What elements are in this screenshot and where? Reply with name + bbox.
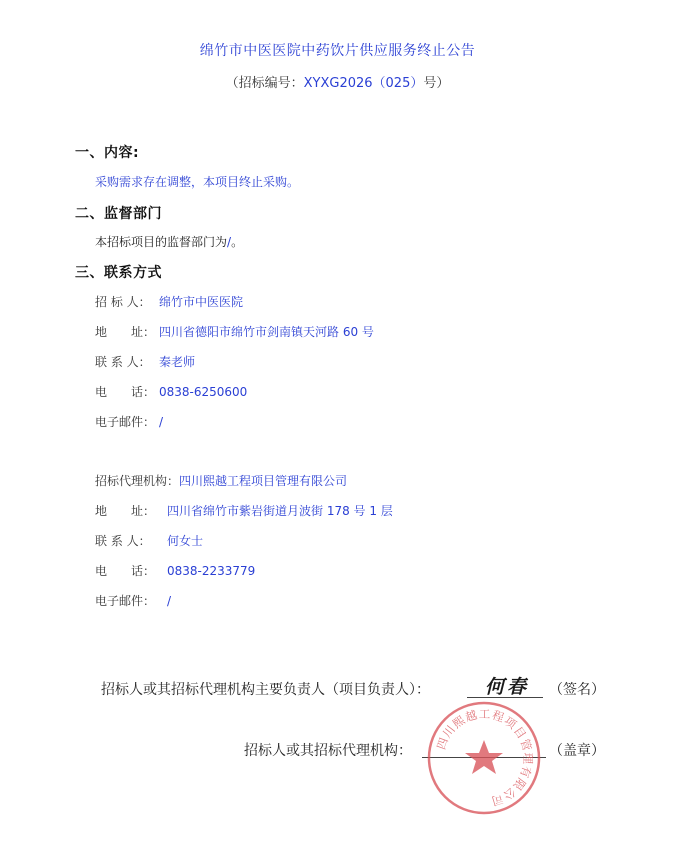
agency-email: /	[167, 594, 172, 608]
agency-name: 四川熙越工程项目管理有限公司	[179, 474, 348, 488]
tender-number-suffix: 号）	[423, 76, 450, 91]
tenderer-phone: 0838-6250600	[159, 385, 248, 399]
section-supervision-heading: 二、监督部门	[75, 206, 162, 222]
tenderer-email-row	[95, 413, 163, 430]
agency-contact: 何女士	[167, 534, 204, 548]
section-content-heading: 一、内容:	[75, 145, 140, 161]
tenderer-name-row	[95, 293, 243, 310]
tender-number-prefix: （招标编号：	[225, 76, 304, 91]
tenderer-address: 四川省德阳市绵竹市剑南镇天河路 60 号	[159, 325, 374, 339]
tenderer-name-label: 招 标 人：	[95, 295, 151, 309]
seal-ring-text: 四川熙越工程项目管理有限公司	[433, 706, 536, 809]
agency-phone-row	[95, 562, 255, 579]
agency-email-label: 电子邮件：	[95, 594, 156, 608]
tender-number-code: XYXG2026（025）	[303, 76, 424, 91]
tenderer-name: 绵竹市中医医院	[159, 295, 244, 309]
tender-number	[0, 72, 675, 91]
sign-suffix: （签名）	[549, 682, 605, 698]
tenderer-address-row	[95, 323, 374, 340]
signatory-label: 招标人或其招标代理机构主要负责人（项目负责人）：	[101, 682, 430, 698]
agency-address-row	[95, 502, 393, 519]
agency-phone-label: 电 话：	[95, 564, 156, 578]
section-supervision-text	[95, 233, 243, 250]
tenderer-phone-row	[95, 383, 247, 400]
supervision-value: /	[227, 235, 232, 249]
tenderer-email-label: 电子邮件：	[95, 415, 156, 429]
agency-contact-row	[95, 532, 203, 549]
agency-email-row	[95, 592, 171, 609]
section-content-text: 采购需求存在调整，本项目终止采购。	[95, 175, 300, 189]
seal-star-icon	[465, 740, 503, 774]
tenderer-contact-label: 联 系 人：	[95, 355, 151, 369]
tenderer-contact-row	[95, 353, 195, 370]
notice-title: 绵竹市中医医院中药饮片供应服务终止公告	[199, 43, 476, 59]
agency-name-label: 招标代理机构：	[95, 474, 180, 488]
agency-name-row	[95, 472, 347, 489]
supervision-prefix: 本招标项目的监督部门为	[95, 235, 228, 249]
agency-address-label: 地 址：	[95, 504, 156, 518]
handwritten-signature: 何春	[485, 676, 530, 698]
org-label: 招标人或其招标代理机构：	[244, 743, 412, 759]
tenderer-contact: 秦老师	[159, 355, 196, 369]
supervision-suffix: 。	[231, 235, 244, 249]
section-contact-heading: 三、联系方式	[75, 265, 162, 281]
tenderer-email: /	[159, 415, 164, 429]
agency-phone: 0838-2233779	[167, 564, 256, 578]
tenderer-phone-label: 电 话：	[95, 385, 156, 399]
agency-address: 四川省绵竹市紫岩街道月波街 178 号 1 层	[167, 504, 393, 518]
agency-contact-label: 联 系 人：	[95, 534, 151, 548]
official-seal-stamp	[426, 700, 542, 816]
seal-suffix: （盖章）	[549, 743, 605, 759]
tenderer-address-label: 地 址：	[95, 325, 156, 339]
